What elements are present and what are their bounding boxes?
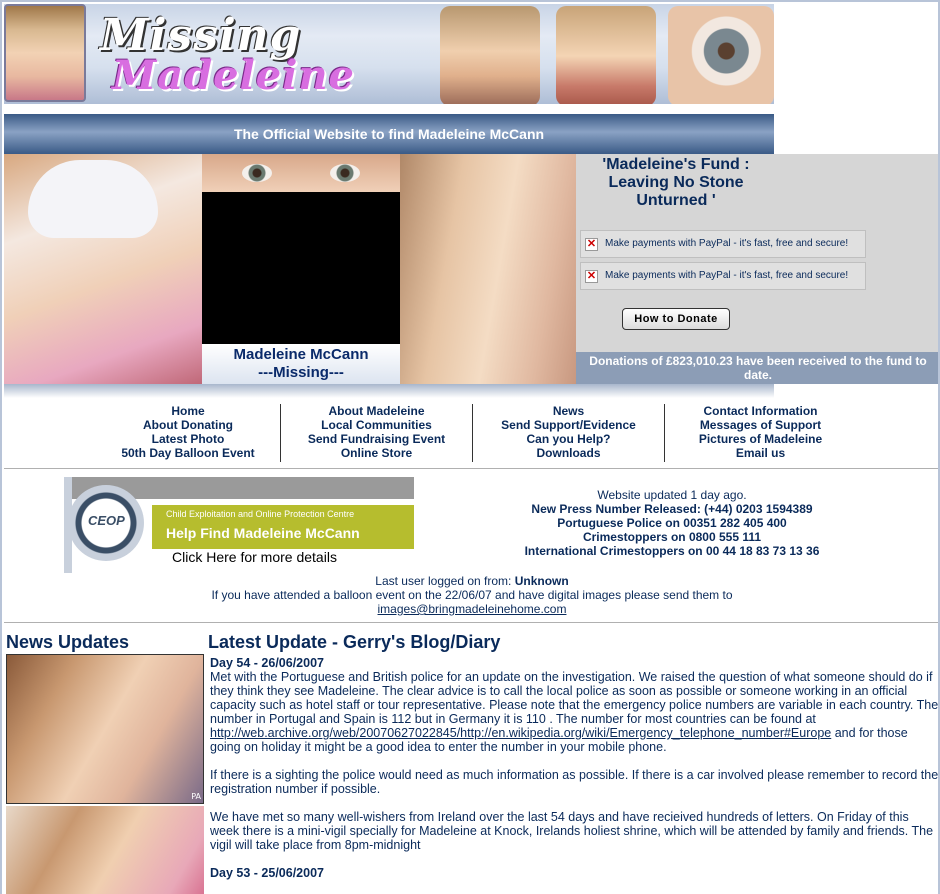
divider [4,622,940,623]
wikipedia-emergency-link[interactable]: http://web.archive.org/web/20070627022845/http://en.wikipedia.org/wiki/Emergency_telephone_number#Europe [210,726,832,740]
how-to-donate-button[interactable]: How to Donate [622,308,730,330]
paypal-button-1[interactable] [580,230,866,258]
ceop-logo-text: CEOP [88,513,125,528]
last-user-line [112,574,832,588]
news-photo-1[interactable] [6,654,204,804]
international-crimestoppers: International Crimestoppers on 00 44 18 83 73 13 36 [524,544,820,558]
news-updates-heading: News Updates [6,632,130,652]
nav-messages[interactable]: Messages of Support [699,418,822,432]
ceop-cta[interactable]: Click Here for more details [172,549,337,565]
blog-heading: Latest Update - Gerry's Blog/Diary [208,632,501,652]
blog-paragraph-3: We have met so many well-wishers from Ireland over the last 54 days and have recieived hundreds of letters. On Friday of this week there is a mini-vigil specially for Madeleine at Knock, Irelands holiest shrine, which will be attended by family and friends. The vigil will take place from 8pm-midnight [210,810,934,852]
nav-about-donating[interactable]: About Donating [143,418,233,432]
blog-content [210,656,940,880]
nav-pictures[interactable]: Pictures of Madeleine [698,432,823,446]
nav-about-madeleine[interactable]: About Madeleine [328,404,425,418]
blog-para1-text: Met with the Portuguese and British police for an update on the investigation. We raised the question of what someone should do if they think they see Madeleine. The clear advice is to call the local police as soon as possible or someone working in an official capacity such as hotel staff or tour representative. Please note that the emergency police numbers are variable in each country. The number in Portugal and Spain is 112 but in Germany it is 110 . The number for most countries can be found at [210,670,939,726]
fund-title: 'Madeleine's Fund : Leaving No Stone Unturned ' [602,156,750,209]
news-photo-2[interactable] [6,806,204,894]
nav-contact[interactable]: Contact Information [703,404,818,418]
tagline-bar [4,114,774,154]
main-nav [92,404,860,462]
paypal-text: Make payments with PayPal - it's fast, free and secure! [605,238,849,249]
nav-latest-photo[interactable]: Latest Photo [151,432,225,446]
header-photo-3 [556,6,656,106]
ceop-headline: Help Find Madeleine McCann [166,525,360,541]
blog-paragraph-2: If there is a sighting the police would need as much information as possible. If there is a car involved please remember to record the registration number if possible. [210,768,939,796]
nav-send-support[interactable]: Send Support/Evidence [501,418,636,432]
header-photo-2 [440,6,540,106]
nav-send-fundraising[interactable]: Send Fundraising Event [307,432,446,446]
nav-news[interactable]: News [552,404,585,418]
eye-left [242,164,272,182]
images-email-link[interactable]: images@bringmadeleinehome.com [377,602,567,616]
ceop-banner[interactable] [64,477,414,573]
last-user-info [112,574,832,616]
website-updated: Website updated 1 day ago. [597,488,747,502]
ceop-org: Child Exploitation and Online Protection Centre [166,509,355,519]
nav-local-communities[interactable]: Local Communities [321,418,432,432]
broken-image-icon: ✕ [586,270,597,282]
paypal-text: Make payments with PayPal - it's fast, free and secure! [605,270,849,281]
caption-missing: ---Missing--- [258,364,344,381]
crimestoppers: Crimestoppers on 0800 555 111 [582,530,762,544]
nav-column-2 [280,404,472,462]
hero-photo-closeup [400,154,576,384]
site-header [4,4,774,110]
nav-can-you-help[interactable]: Can you Help? [526,432,611,446]
blog-day-53: Day 53 - 25/06/2007 [210,866,324,880]
last-user-label: Last user logged on from: [375,574,512,588]
tagline: The Official Website to find Madeleine McCann [233,126,545,142]
nav-online-store[interactable]: Online Store [340,446,413,460]
paypal-button-2[interactable] [580,262,866,290]
nav-home[interactable]: Home [171,404,205,418]
last-user-value: Unknown [514,574,569,588]
nav-email[interactable]: Email us [735,446,786,460]
header-divider [4,104,774,110]
nav-downloads[interactable]: Downloads [536,446,601,460]
hero-divider [4,384,774,398]
logo-madeleine: Madeleine [112,52,355,99]
eye-right [330,164,360,182]
hero-photo-hat [4,154,202,384]
nav-column-3 [472,404,664,462]
hero-middle-panel [202,154,400,384]
blog-day-54: Day 54 - 26/06/2007 [210,656,324,670]
ceop-green-band [152,505,414,549]
balloon-text: If you have attended a balloon event on the 22/06/07 and have digital images please send them to [211,588,733,602]
nav-column-1 [92,404,284,462]
nav-balloon-event[interactable]: 50th Day Balloon Event [121,446,255,460]
header-photo-madeleine [4,4,86,102]
header-photo-eye [668,6,774,106]
eyes-photo [202,154,400,192]
hero-caption [202,344,400,384]
nav-column-4 [664,404,856,462]
press-number: New Press Number Released: (+44) 0203 1594389 [531,502,813,516]
video-placeholder[interactable] [202,192,400,344]
broken-image-icon: ✕ [586,238,597,250]
donations-total: Donations of £823,010.23 have been received to the fund to date. [576,352,940,384]
divider [4,468,940,469]
contact-updates [472,488,872,558]
sun-hat [28,160,158,238]
blog-paragraph-1 [210,670,940,754]
photo-credit: PA [191,792,201,801]
logo-missing: Missing [100,10,302,61]
portuguese-police: Portuguese Police on 00351 282 405 400 [557,516,787,530]
hero-section [4,154,940,384]
caption-name: Madeleine McCann [233,346,369,363]
blog-para1-end: and for those going on holiday it might be a good idea to enter the number in your mobile phone. [210,726,908,754]
donate-panel [576,154,940,384]
